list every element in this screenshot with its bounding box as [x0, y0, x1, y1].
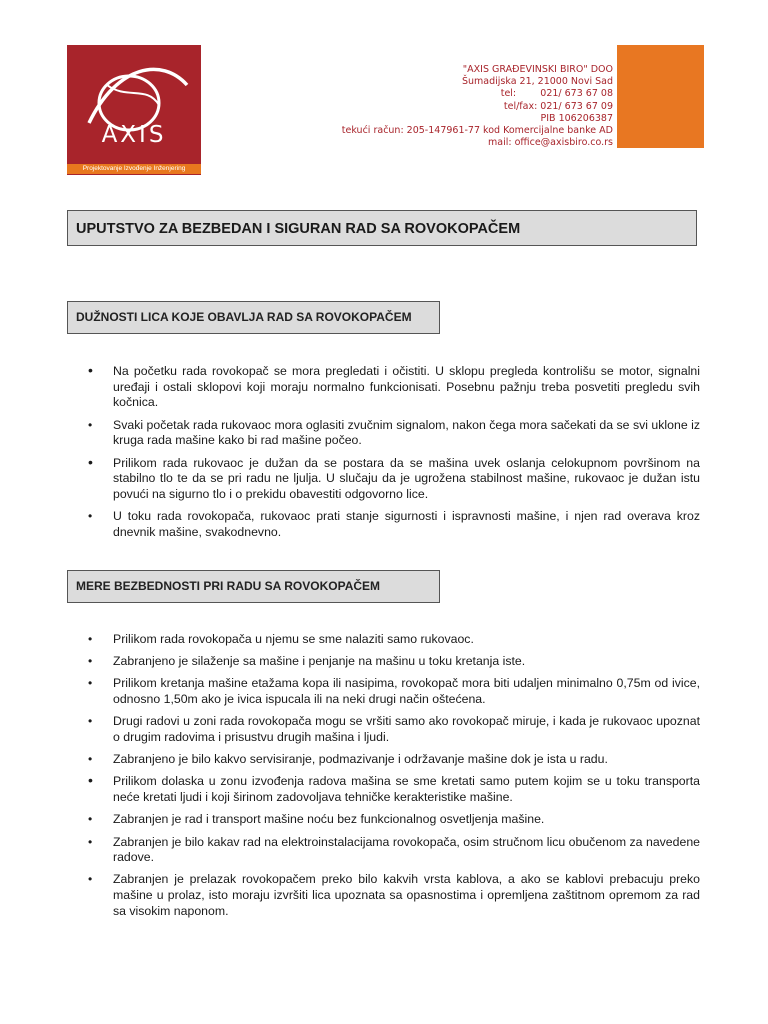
company-contact-block: [342, 64, 613, 149]
bullet-icon: •: [88, 714, 93, 729]
bullet-icon: •: [88, 772, 93, 789]
company-name: "AXIS GRAĐEVINSKI BIRO" DOO: [462, 64, 613, 75]
section-heading: MERE BEZBEDNOSTI PRI RADU SA ROVOKOPAČEM: [76, 579, 381, 593]
bullet-icon: •: [88, 417, 93, 432]
bullet-icon: •: [88, 812, 93, 827]
list-item: • Prilikom kretanja mašine etažama kopa ili nasipima, rovokopač mora biti udaljen minimalno 0,75m od ivice, odnosno 1,50m ako je ivica ispucala ili na neki drugi način oštećena.: [88, 676, 700, 707]
bullet-icon: •: [88, 676, 93, 691]
list-item: • Prilikom dolaska u zonu izvođenja radova mašina se sme kretati samo putem kojim se u toku transporta neće kretati ljudi i koji širinom zadovoljava tehničke kerakteristike mašine.: [88, 772, 700, 805]
company-email: mail: office@axisbiro.co.rs: [488, 137, 613, 149]
company-phone: tel: 021/ 673 67 08: [500, 88, 613, 100]
safety-measures-list: [0, 632, 768, 926]
orange-accent-block: [617, 45, 704, 148]
duties-list: [0, 364, 768, 547]
letterhead: [67, 45, 704, 175]
list-item: • U toku rada rovokopača, rukovaoc prati stanje sigurnosti i ispravnosti mašine, i njen rad overava kroz dnevnik mašine, svakodnevno.: [88, 509, 700, 539]
bullet-icon: •: [88, 632, 93, 646]
list-item: • Zabranjen je rad i transport mašine noću bez funkcionalnog osvetljenja mašine.: [88, 812, 545, 827]
list-item: • Zabranjen je bilo kakav rad na elektroinstalacijama rovokopača, osim stručnom licu obučenom za navedene radove.: [88, 834, 700, 865]
document-title-box: [67, 210, 697, 246]
list-item: • Na početku rada rovokopač se mora pregledati i očistiti. U sklopu pregleda kontrolišu se motor, signalni uređaji i ostali sklopovi koji moraju normalno funkcionisati. Posebnu pažnju treba posvetiti pregledu svih kočnica.: [88, 362, 700, 410]
list-item: • Svaki početak rada rukovaoc mora oglasiti zvučnim signalom, nakon čega mora sačekati da se svi uklone iz kruga rada mašine kako bi rad mašine počeo.: [88, 417, 700, 448]
list-item: • Zabranjen je prelazak rovokopačem preko bilo kakvih vrsta kablova, a ako se kablovi prebacuju preko mašine u prolaz, isto moraju izvršiti lica upoznata sa opasnostima i opremljena zaštitnom opremom za rad sa visokim naponom.: [88, 872, 700, 918]
company-address: Šumadijska 21, 21000 Novi Sad: [461, 76, 613, 88]
section-heading-box-duties: [67, 301, 440, 334]
document-title: UPUTSTVO ZA BEZBEDAN I SIGURAN RAD SA ROVOKOPAČEM: [76, 221, 521, 237]
company-bank-account: tekući račun: 205-147961-77 kod Komercijalne banke AD: [341, 125, 613, 137]
bullet-icon: •: [88, 752, 93, 767]
logo-wordmark: AXIS: [101, 122, 167, 148]
bullet-icon: •: [88, 834, 93, 849]
bullet-icon: •: [88, 509, 93, 524]
axis-logo: [67, 45, 201, 175]
section-heading-box-safety: [67, 570, 440, 603]
list-item: • Prilikom rada rukovaoc je dužan da se postara da se mašina uvek oslanja celokupnom površinom na stabilno tlo te da se pri radu ne ljulja. U slučaju da je ugrožena stabilnost mašine, rukovaoc je dužan istu povući na sigurno tlo i o prekidu obavestiti odgovorno lice.: [88, 453, 700, 501]
company-fax: tel/fax: 021/ 673 67 09: [503, 100, 613, 112]
bullet-icon: •: [88, 453, 93, 470]
list-item: • Zabranjeno je silaženje sa mašine i penjanje na mašinu u toku kretanja iste.: [88, 654, 526, 669]
list-item: • Drugi radovi u zoni rada rovokopača mogu se vršiti samo ako rovokopač miruje, i kada je rukovaoc upoznat o drugim radovima i prisustvu drugih mašina i ljudi.: [88, 714, 700, 745]
bullet-icon: •: [88, 872, 93, 887]
bullet-icon: •: [88, 654, 93, 669]
bullet-icon: •: [88, 362, 93, 378]
list-item: • Zabranjeno je bilo kakvo servisiranje, podmazivanje i održavanje mašine dok je ista u radu.: [88, 752, 608, 767]
company-pib: PIB 106206387: [540, 112, 613, 124]
logo-tagline: Projektovanje Izvođenje Inženjering: [67, 164, 201, 174]
list-item: • Prilikom rada rovokopača u njemu se sme nalaziti samo rukovaoc.: [88, 632, 474, 646]
section-heading: DUŽNOSTI LICA KOJE OBAVLJA RAD SA ROVOKOPAČEM: [76, 310, 412, 324]
